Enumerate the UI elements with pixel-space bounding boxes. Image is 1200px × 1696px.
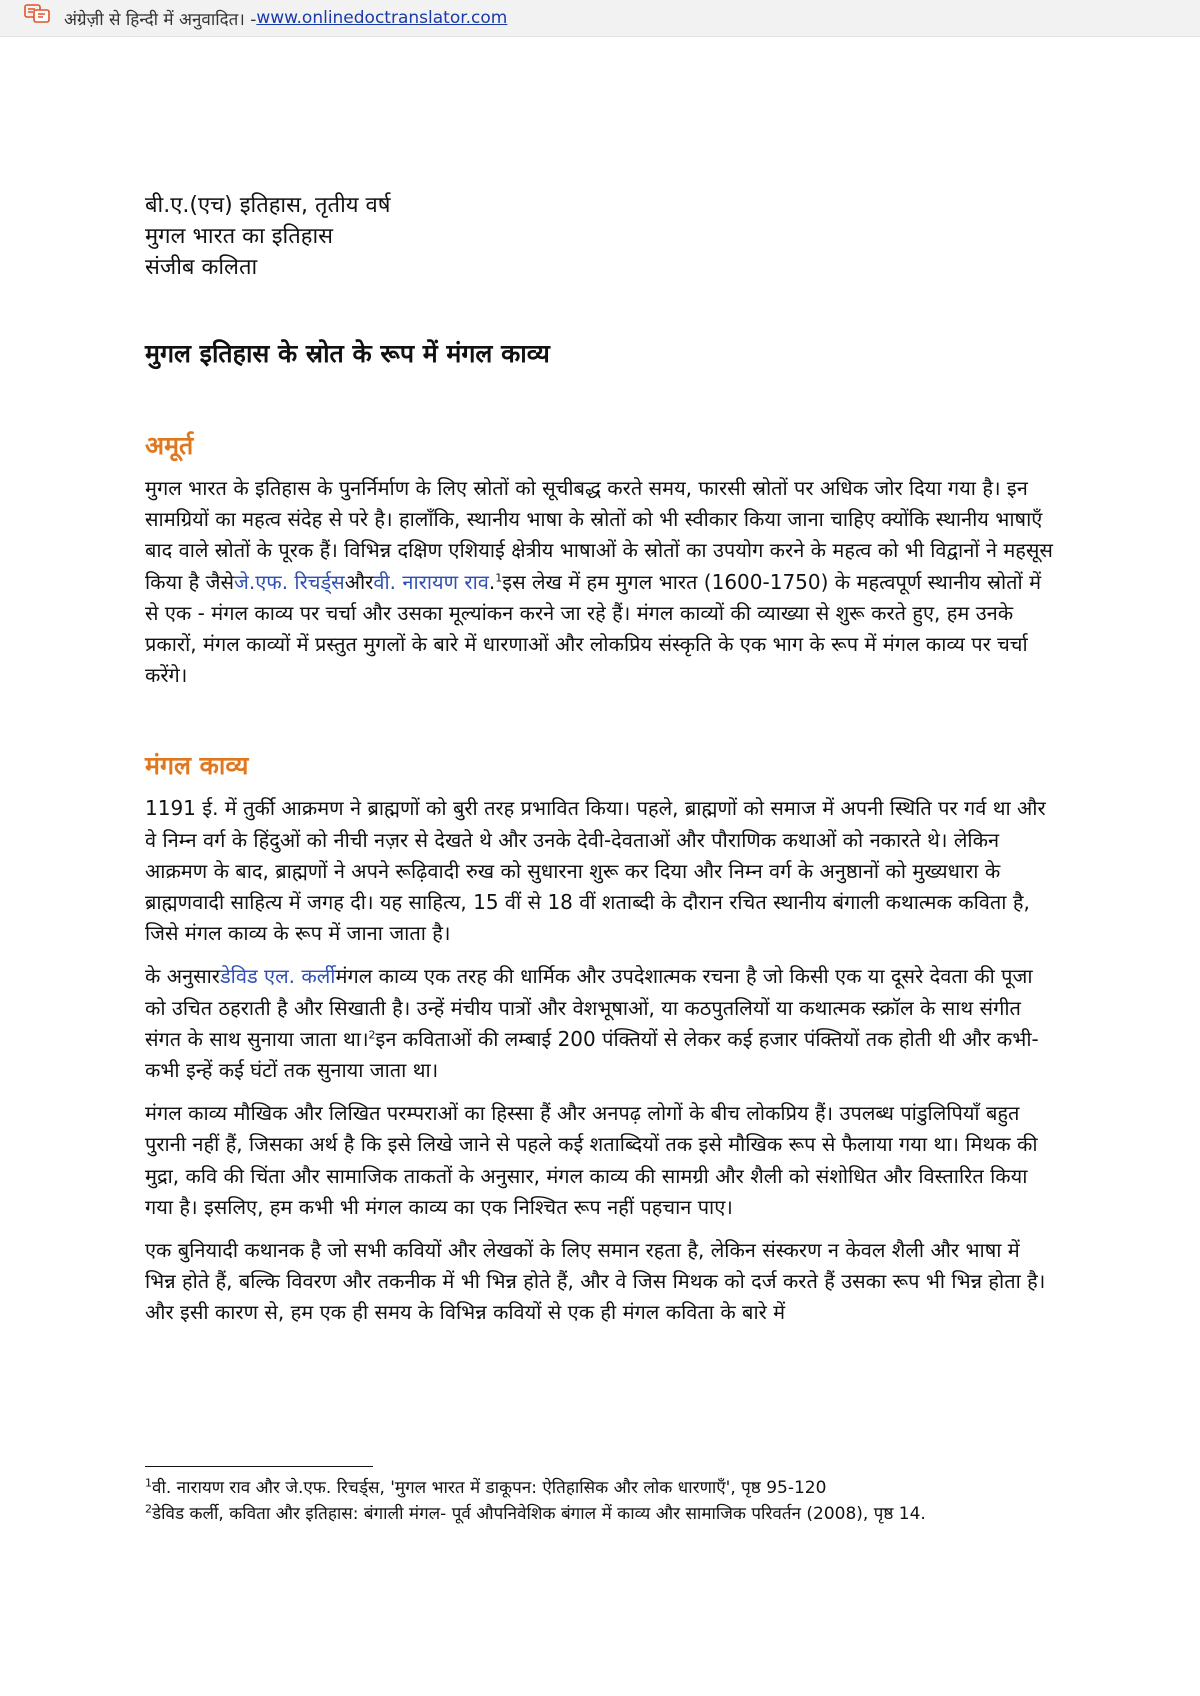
translator-link[interactable]: www.onlinedoctranslator.com: [256, 8, 508, 28]
subject-line: मुगल भारत का इतिहास: [145, 224, 334, 249]
author-reference-rao: वी. नारायण राव: [373, 569, 489, 594]
abstract-heading: अमूर्त: [145, 431, 194, 460]
body-paragraph: मंगल काव्य मौखिक और लिखित परम्पराओं का हिस्सा हैं और अनपढ़ लोगों के बीच लोकप्रिय हैं। उपलब्ध पांडुलिपियाँ बहुत पुरानी नहीं हैं, जिसका अर्थ है कि इसे लिखे जाने से पहले कई शताब्दियों तक इसे मौखिक रूप से फैलाया गया था। मिथक की मुद्रा, कवि की चिंता और सामाजिक ताकतों के अनुसार, मंगल काव्य की सामग्री और शैली को संशोधित और विस्तारित किया गया है। इसलिए, हम कभी भी मंगल काव्य का एक निश्चित रूप नहीं पहचान पाए।: [145, 1101, 1038, 1219]
course-line: बी.ए.(एच) इतिहास, तृतीय वर्ष: [145, 193, 391, 218]
document-title: मुगल इतिहास के स्रोत के रूप में मंगल काव्य: [145, 339, 550, 368]
footnote-divider: [145, 1466, 373, 1467]
author-line: संजीब कलिता: [145, 255, 258, 280]
abstract-paragraph: [145, 473, 1055, 691]
body-paragraph: 1191 ई. में तुर्की आक्रमण ने ब्राह्मणों को बुरी तरह प्रभावित किया। पहले, ब्राह्मणों को समाज में अपनी स्थिति पर गर्व था और वे निम्न वर्ग के हिंदुओं को नीची नज़र से देखते थे और उनके देवी-देवताओं और पौराणिक कथाओं को नकारते थे। लेकिन आक्रमण के बाद, ब्राह्मणों ने अपने रूढ़िवादी रुख को सुधारना शुरू कर दिया और निम्न वर्ग के अनुष्ठानों को मुख्यधारा के ब्राह्मणवादी साहित्य में जगह दी। यह साहित्य, 15 वीं से 18 वीं शताब्दी के दौरान रचित स्थानीय बंगाली कथात्मक कविता है, जिसे मंगल काव्य के रूप में जाना जाता है।: [145, 796, 1046, 946]
footnote-number: 2: [145, 1502, 152, 1516]
author-reference-curley: डेविड एल. कर्ली: [219, 964, 336, 989]
body-paragraph: एक बुनियादी कथानक है जो सभी कवियों और लेखकों के लिए समान रहता है, लेकिन संस्करण न केवल शैली और भाषा में भिन्न होते हैं, बल्कि विवरण और तकनीक में भी भिन्न होते हैं, और वे जिस मिथक को दर्ज करते हैं उसका रूप भी भिन्न होता है। और इसी कारण से, हम एक ही समय के विभिन्न कवियों से एक ही मंगल कविता के बारे में: [145, 1238, 1046, 1325]
footnote-2: [145, 1501, 1055, 1527]
footnote-number: 1: [145, 1476, 152, 1490]
body-text: इन कविताओं की लम्बाई 200 पंक्तियों से लेकर कई हजार पंक्तियों तक होती थी और कभी-कभी इन्हें कई घंटों तक सुनाया जाता था।: [145, 1026, 1039, 1083]
body-text: मंगल काव्य एक तरह की धार्मिक और उपदेशात्मक रचना है जो किसी एक या दूसरे देवता की पूजा को उचित ठहराती है और सिखाती है। उन्हें मंचीय पात्रों और वेशभूषाओं, या कठपुतलियों या कथात्मक स्क्रॉल के साथ संगीत संगत के साथ सुनाया जाता था।: [145, 964, 1033, 1051]
body-paragraph: [145, 961, 1055, 1086]
footnotes: [145, 1475, 1055, 1527]
footnote-ref-1: 1: [495, 570, 503, 584]
document-page: [145, 190, 1055, 1329]
footnote-text: वी. नारायण राव और जे.एफ. रिचर्ड्स, 'मुगल भारत में डाकूपन: ऐतिहासिक और लोक धारणाएँ', पृष्ठ 95-120: [152, 1478, 827, 1498]
body-text: के अनुसार: [145, 964, 220, 989]
mangal-kavya-heading: मंगल काव्य: [145, 751, 249, 781]
abstract-text-a: मुगल भारत के इतिहास के पुनर्निर्माण के लिए स्रोतों को सूचीबद्ध करते समय, फारसी स्रोतों पर अधिक जोर दिया गया है। इन सामग्रियों का महत्व संदेह से परे है। हालाँकि, स्थानीय भाषा के स्रोतों को भी स्वीकार किया जाना चाहिए क्योंकि स्थानीय भाषाएँ बाद वाले स्रोतों के पूरक हैं। विभिन्न दक्षिण एशियाई क्षेत्रीय भाषाओं के स्रोतों का उपयोग करने के महत्व को भी विद्वानों ने महसूस किया है जैसे: [145, 476, 1053, 594]
footnote-ref-2: 2: [368, 1028, 376, 1042]
translator-banner: [0, 0, 1200, 37]
abstract-text-b: इस लेख में हम मुगल भारत (1600-1750) के महत्वपूर्ण स्थानीय स्रोतों में से एक - मंगल काव्य पर चर्चा और उसका मूल्यांकन करने जा रहे हैं। मंगल काव्यों की व्याख्या से शुरू करते हुए, हम उनके प्रकारों, मंगल काव्यों में प्रस्तुत मुगलों के बारे में धारणाओं और लोकप्रिय संस्कृति के एक भाग के रूप में मंगल काव्य पर चर्चा करेंगे।: [145, 569, 1042, 688]
footnote-text: डेविड कर्ली, कविता और इतिहास: बंगाली मंगल- पूर्व औपनिवेशिक बंगाल में काव्य और सामाजिक परिवर्तन (2008), पृष्ठ 14.: [152, 1504, 926, 1524]
banner-text: अंग्रेज़ी से हिन्दी में अनुवादित। -: [64, 9, 257, 30]
author-reference-richards: जे.एफ. रिचर्ड्स: [234, 569, 345, 594]
document-translate-icon: [24, 4, 50, 24]
footnote-1: [145, 1475, 1055, 1501]
abstract-and: और: [344, 569, 374, 594]
abstract-dot: .: [488, 569, 496, 594]
